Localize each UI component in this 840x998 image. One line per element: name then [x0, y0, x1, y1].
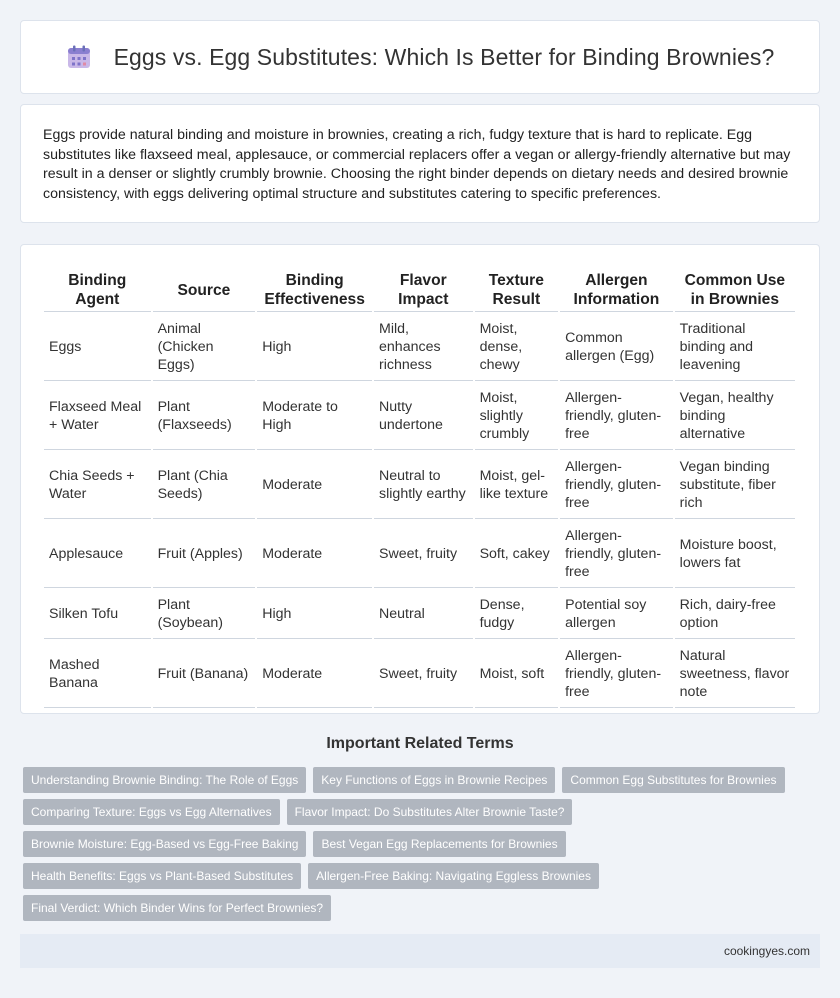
title-card [20, 20, 820, 94]
table-cell: Allergen-friendly, gluten-free [560, 452, 673, 519]
related-terms-tags [23, 767, 813, 927]
table-cell: Allergen-friendly, gluten-free [560, 383, 673, 450]
related-term-tag[interactable]: Health Benefits: Eggs vs Plant-Based Substitutes [23, 863, 301, 889]
footer [20, 934, 820, 968]
related-term-tag[interactable]: Common Egg Substitutes for Brownies [562, 767, 784, 793]
footer-site-name: cookingyes.com [723, 944, 810, 958]
table-cell: Neutral [374, 590, 473, 639]
intro-paragraph: Eggs provide natural binding and moisture in brownies, creating a rich, fudgy texture that is hard to replicate. Egg substitutes like flaxseed meal, applesauce, or commercial replacers offer a vegan or allergy-friendly alternative but may result in a denser or slightly crumbly brownie. Choosing the right binder depends on dietary needs and desired brownie consistency, with eggs delivering optimal structure and substitutes catering to specific preferences. [43, 127, 791, 202]
column-header: Binding Effectiveness [257, 264, 372, 312]
table-cell: Moist, dense, chewy [475, 314, 559, 381]
column-header: Allergen Information [560, 264, 673, 312]
table-cell: Fruit (Apples) [153, 521, 256, 588]
table-cell: Moist, slightly crumbly [475, 383, 559, 450]
related-term-tag[interactable]: Understanding Brownie Binding: The Role of Eggs [23, 767, 306, 793]
table-cell: Sweet, fruity [374, 641, 473, 708]
table-cell: Applesauce [44, 521, 151, 588]
table-cell: Mild, enhances richness [374, 314, 473, 381]
related-term-tag[interactable]: Comparing Texture: Eggs vs Egg Alternatives [23, 799, 280, 825]
related-term-tag[interactable]: Key Functions of Eggs in Brownie Recipes [313, 767, 555, 793]
table-cell: Sweet, fruity [374, 521, 473, 588]
table-cell: Plant (Chia Seeds) [153, 452, 256, 519]
related-term-tag[interactable]: Best Vegan Egg Replacements for Brownies [313, 831, 565, 857]
table-row [44, 590, 795, 639]
column-header: Source [153, 264, 256, 312]
column-header: Flavor Impact [374, 264, 473, 312]
table-cell: Moderate [257, 452, 372, 519]
table-cell: Eggs [44, 314, 151, 381]
table-cell: Flaxseed Meal + Water [44, 383, 151, 450]
table-cell: Allergen-friendly, gluten-free [560, 641, 673, 708]
table-cell: Plant (Flaxseeds) [153, 383, 256, 450]
table-row [44, 521, 795, 588]
table-cell: Moist, soft [475, 641, 559, 708]
table-cell: Animal (Chicken Eggs) [153, 314, 256, 381]
table-cell: Soft, cakey [475, 521, 559, 588]
table-cell: Nutty undertone [374, 383, 473, 450]
table-cell: Common allergen (Egg) [560, 314, 673, 381]
table-cell: Moderate [257, 641, 372, 708]
table-cell: Neutral to slightly earthy [374, 452, 473, 519]
table-cell: Allergen-friendly, gluten-free [560, 521, 673, 588]
calendar-icon [66, 44, 92, 70]
related-term-tag[interactable]: Flavor Impact: Do Substitutes Alter Brownie Taste? [287, 799, 573, 825]
table-cell: Vegan binding substitute, fiber rich [675, 452, 795, 519]
table-row [44, 452, 795, 519]
table-cell: High [257, 590, 372, 639]
table-card [20, 244, 820, 714]
related-terms-heading: Important Related Terms [326, 735, 514, 752]
table-cell: Natural sweetness, flavor note [675, 641, 795, 708]
table-row [44, 641, 795, 708]
table-cell: Fruit (Banana) [153, 641, 256, 708]
table-cell: Rich, dairy-free option [675, 590, 795, 639]
table-cell: Dense, fudgy [475, 590, 559, 639]
related-term-tag[interactable]: Final Verdict: Which Binder Wins for Perfect Brownies? [23, 895, 331, 921]
table-cell: Moderate to High [257, 383, 372, 450]
table-row [44, 383, 795, 450]
table-cell: Plant (Soybean) [153, 590, 256, 639]
table-cell: Moisture boost, lowers fat [675, 521, 795, 588]
table-cell: Silken Tofu [44, 590, 151, 639]
table-header-row [44, 264, 795, 312]
page-title: Eggs vs. Egg Substitutes: Which Is Better for Binding Brownies? [113, 43, 775, 70]
column-header: Binding Agent [44, 264, 151, 312]
table-cell: Traditional binding and leavening [675, 314, 795, 381]
table-cell: Chia Seeds + Water [44, 452, 151, 519]
table-cell: Mashed Banana [44, 641, 151, 708]
table-cell: Moderate [257, 521, 372, 588]
table-row [44, 314, 795, 381]
column-header: Texture Result [475, 264, 559, 312]
table-cell: Vegan, healthy binding alternative [675, 383, 795, 450]
related-term-tag[interactable]: Allergen-Free Baking: Navigating Eggless Brownies [308, 863, 599, 889]
comparison-table [42, 262, 797, 710]
table-cell: Potential soy allergen [560, 590, 673, 639]
table-cell: High [257, 314, 372, 381]
column-header: Common Use in Brownies [675, 264, 795, 312]
table-cell: Moist, gel-like texture [475, 452, 559, 519]
related-term-tag[interactable]: Brownie Moisture: Egg-Based vs Egg-Free Baking [23, 831, 306, 857]
intro-card [20, 104, 820, 223]
